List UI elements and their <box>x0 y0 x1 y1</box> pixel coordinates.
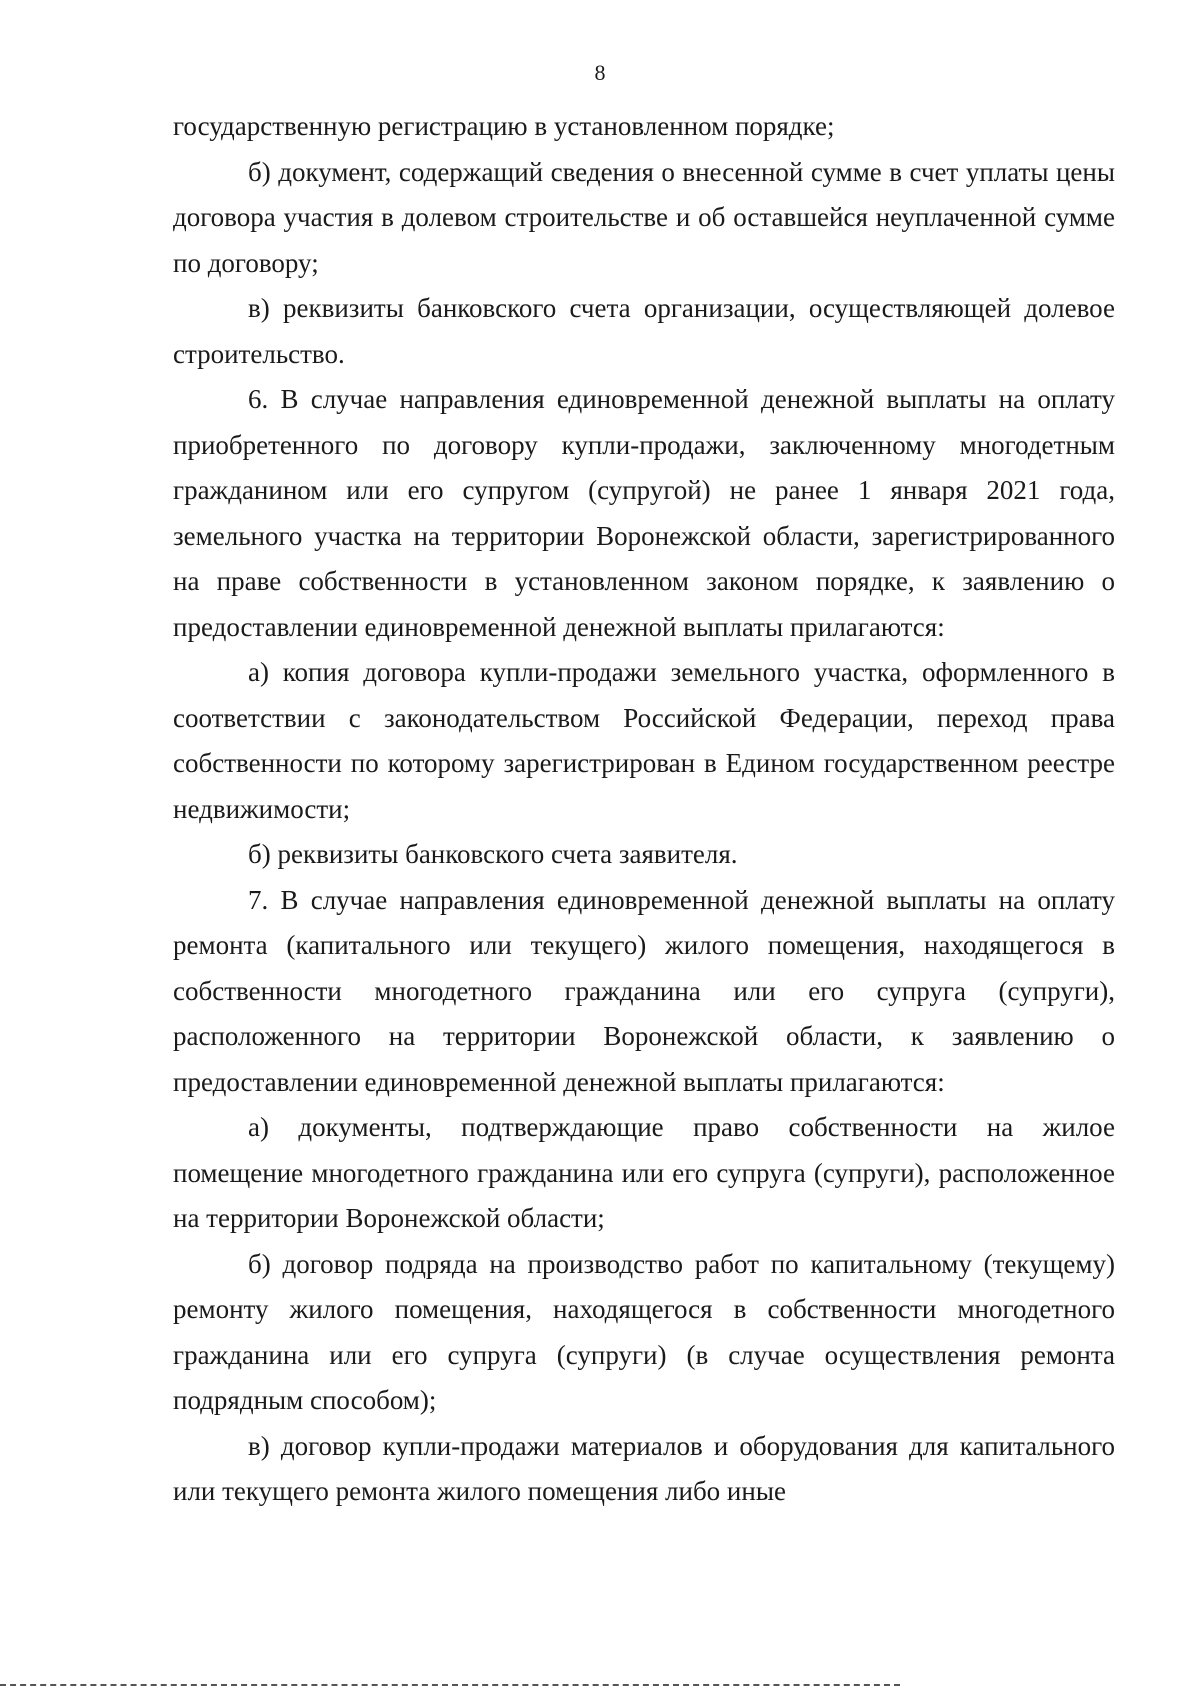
bottom-edge-rule <box>0 1684 900 1686</box>
page-number: 8 <box>594 60 606 85</box>
paragraph-clause-6: 6. В случае направления единовременной денежной выплаты на оплату приобретенного по договору купли-продажи, заключенному многодетным гражданином или его супругом (супругой) не ранее 1 января 2021 года, земельного участка на территории Воронежской области, зарегистрированного на праве собственности в установленном законом порядке, к заявлению о предоставлении единовременной денежной выплаты прилагаются: <box>173 384 1115 642</box>
paragraph-item-v-developer-bank-details: в) реквизиты банковского счета организации, осуществляющей долевое строительство. <box>173 293 1115 369</box>
paragraph-item-a-land-contract: а) копия договора купли-продажи земельного участка, оформленного в соответствии с законодательством Российской Федерации, переход права собственности по которому зарегистрирован в Едином государственном реестре недвижимости; <box>173 657 1115 824</box>
document-body <box>173 104 1115 1515</box>
paragraph-item-b-payment-document: б) документ, содержащий сведения о внесенной сумме в счет уплаты цены договора участия в долевом строительстве и об оставшейся неуплаченной сумме по договору; <box>173 156 1115 278</box>
paragraph-continuation: государственную регистрацию в установленном порядке; <box>173 111 835 141</box>
paragraph-item-b-applicant-bank-details: б) реквизиты банковского счета заявителя. <box>248 839 738 869</box>
paragraph-item-a-ownership-documents: а) документы, подтверждающие право собственности на жилое помещение многодетного гражданина или его супруга (супруги), расположенное на территории Воронежской области; <box>173 1112 1115 1233</box>
paragraph-clause-7: 7. В случае направления единовременной денежной выплаты на оплату ремонта (капитального или текущего) жилого помещения, находящегося в собственности многодетного гражданина или его супруга (супруги), расположенного на территории Воронежской области, к заявлению о предоставлении единовременной денежной выплаты прилагаются: <box>173 884 1115 1097</box>
paragraph-item-b-contractor-agreement: б) договор подряда на производство работ по капитальному (текущему) ремонту жилого помещения, находящегося в собственности многодетного гражданина или его супруга (супруги) (в случае осуществления ремонта подрядным способом); <box>173 1248 1115 1415</box>
paragraph-item-v-materials-contract: в) договор купли-продажи материалов и оборудования для капитального или текущего ремонта жилого помещения либо иные <box>173 1430 1115 1506</box>
